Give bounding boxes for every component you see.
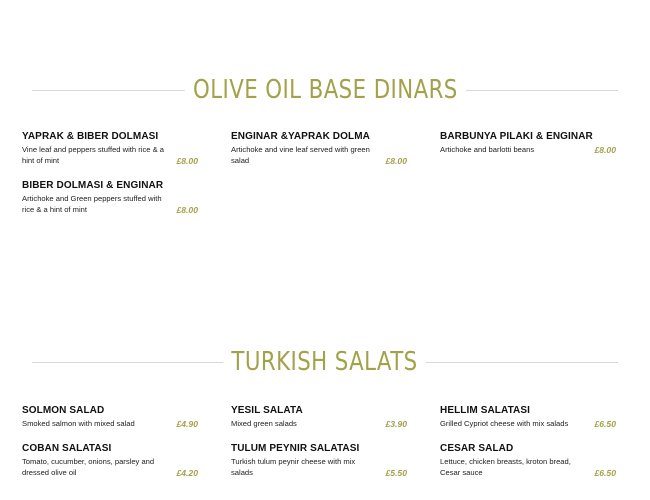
item-price: £8.00: [176, 205, 198, 215]
item-price: £4.20: [176, 468, 198, 478]
item-description: Grilled Cypriot cheese with mix salads: [440, 419, 569, 428]
item-description: Tomato, cucumber, onions, parsley and dressed olive oil: [22, 457, 155, 477]
menu-item[interactable]: [440, 131, 616, 155]
item-name: ENGINAR &YAPRAK DOLMA: [231, 131, 370, 142]
item-name: BIBER DOLMASI & ENGINAR: [22, 180, 164, 191]
item-price: £8.00: [385, 156, 407, 166]
section-header-turkish-salats: [0, 346, 650, 378]
menu-column: [231, 405, 407, 492]
item-name: CESAR SALAD: [440, 443, 514, 454]
item-name: YESIL SALATA: [231, 405, 303, 416]
item-price: £5.50: [385, 468, 407, 478]
item-description: Smoked salmon with mixed salad: [22, 419, 135, 428]
menu-column: [22, 405, 198, 492]
item-name: BARBUNYA PILAKI & ENGINAR: [440, 131, 593, 142]
menu-item[interactable]: [440, 405, 616, 429]
menu-item[interactable]: [231, 443, 407, 478]
item-name: HELLIM SALATASI: [440, 405, 531, 416]
menu-column: [22, 131, 198, 229]
item-description: Artichoke and Green peppers stuffed with rice & a hint of mint: [22, 194, 162, 214]
item-description: Artichoke and barlotti beans: [440, 145, 535, 154]
section-title: TURKISH SALATS: [224, 347, 427, 377]
menu-column: [440, 131, 616, 169]
item-name: SOLMON SALAD: [22, 405, 105, 416]
menu-item[interactable]: [22, 131, 198, 166]
item-price: £6.50: [594, 468, 616, 478]
item-description: Mixed green salads: [231, 419, 297, 428]
menu-column: [231, 131, 407, 180]
item-price: £8.00: [594, 145, 616, 155]
item-price: £6.50: [594, 419, 616, 429]
menu-item[interactable]: [22, 443, 198, 478]
item-description: Turkish tulum peynir cheese with mix salads: [231, 457, 356, 477]
item-description: Lettuce, chicken breasts, kroton bread, Cesar sauce: [440, 457, 571, 477]
item-description: Artichoke and vine leaf served with green salad: [231, 145, 370, 165]
section-header-olive-oil: [0, 74, 650, 106]
menu-item[interactable]: [231, 405, 407, 429]
item-price: £3.90: [385, 419, 407, 429]
section-title: OLIVE OIL BASE DINARS: [184, 75, 465, 105]
item-name: TULUM PEYNIR SALATASI: [231, 443, 360, 454]
menu-item[interactable]: [22, 405, 198, 429]
item-price: £8.00: [176, 156, 198, 166]
menu-item[interactable]: [22, 180, 198, 215]
menu-item[interactable]: [440, 443, 616, 478]
item-description: Vine leaf and peppers stuffed with rice & a hint of mint: [22, 145, 164, 165]
item-price: £4.90: [176, 419, 198, 429]
menu-column: [440, 405, 616, 492]
menu-item[interactable]: [231, 131, 407, 166]
item-name: COBAN SALATASI: [22, 443, 112, 454]
item-name: YAPRAK & BIBER DOLMASI: [22, 131, 159, 142]
